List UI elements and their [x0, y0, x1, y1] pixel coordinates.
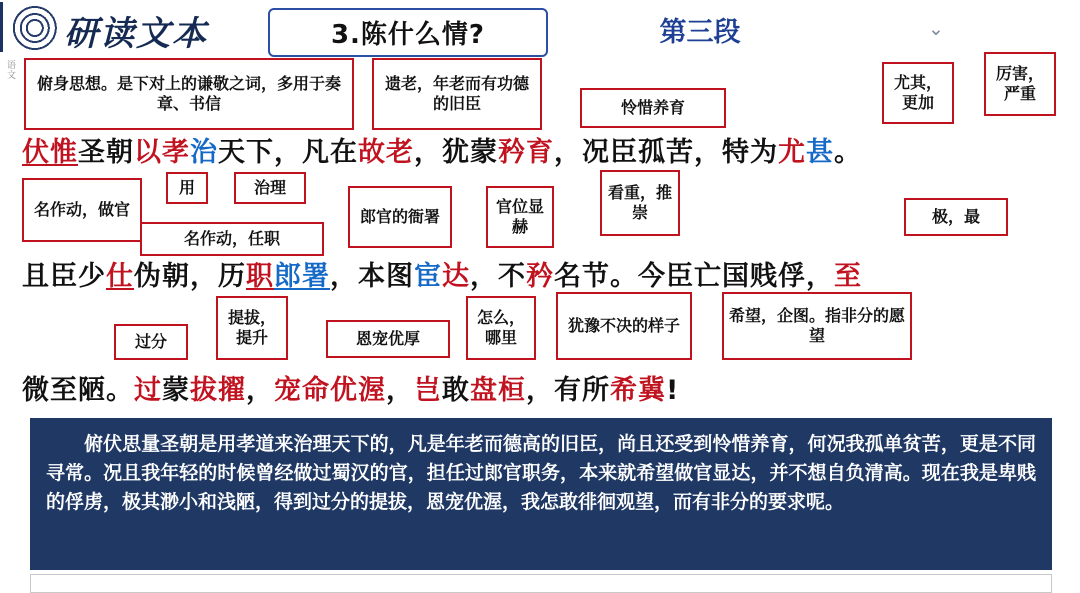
line2-seg-4: 郎署: [274, 261, 330, 292]
line2-seg-7: 达: [442, 261, 470, 292]
note-guofen: 过分: [114, 324, 188, 360]
line2-seg-5: ，本图: [330, 261, 414, 292]
line3-seg-12: !: [666, 375, 680, 406]
note-renzhi: 名作动，任职: [140, 222, 324, 256]
text-line-3: [22, 368, 679, 407]
line3-seg-2: 蒙: [162, 375, 190, 406]
line1-seg-1: 圣朝: [78, 137, 134, 168]
line2-seg-2: 伪朝，历: [134, 261, 246, 292]
logo: [12, 4, 260, 56]
note-guanwei: 官位显赫: [486, 186, 554, 248]
line3-seg-8: 敢: [442, 375, 470, 406]
line1-seg-2: 以孝: [134, 137, 190, 168]
line1-seg-5: 故老: [358, 137, 414, 168]
note-youqi: 尤其，更加: [882, 62, 954, 124]
note-enchong: 恩宠优厚: [326, 320, 450, 358]
line1-seg-10: 甚: [806, 137, 834, 168]
note-zenme: 怎么，哪里: [466, 296, 536, 360]
line2-seg-6: 宦: [414, 261, 442, 292]
section-title: 第三段: [659, 17, 741, 48]
note-mingzuodong: 名作动，做官: [22, 178, 142, 242]
line3-seg-3: 拔擢: [190, 375, 246, 406]
line3-seg-10: ，有所: [526, 375, 610, 406]
note-fushen: 俯身思想。是下对上的谦敬之词，多用于奏章、书信: [24, 58, 354, 130]
line1-seg-4: 天下，凡在: [218, 137, 358, 168]
note-xiwang: 希望，企图。指非分的愿望: [722, 292, 912, 360]
logo-text: 研读文本: [64, 13, 208, 54]
line3-seg-5: 宠命优渥: [274, 375, 386, 406]
line1-seg-6: ，犹蒙: [414, 137, 498, 168]
line1-seg-0: 伏惟: [22, 137, 78, 168]
line2-seg-9: 矜: [526, 261, 554, 292]
line2-seg-8: ，不: [470, 261, 526, 292]
note-langguan: 郎官的衙署: [348, 186, 452, 248]
text-line-1: [22, 130, 862, 169]
note-tiba: 提拔，提升: [216, 296, 288, 360]
slide-title-box: [268, 8, 548, 57]
line3-seg-1: 过: [134, 375, 162, 406]
text-line-2: [22, 254, 862, 293]
line2-seg-0: 且臣少: [22, 261, 106, 292]
note-lihai: 厉害，严重: [984, 52, 1056, 116]
translation-panel: 俯伏思量圣朝是用孝道来治理天下的，凡是年老而德高的旧臣，尚且还受到怜惜养育，何况我孤单贫苦，更是不同寻常。况且我年轻的时候曾经做过蜀汉的官，担任过郎官职务，本来就希望做官显达，并不想自负清高。现在我是卑贱的俘虏，极其渺小和浅陋，得到过分的提拔，恩宠优渥，我怎敢徘徊观望，而有非分的要求呢。: [30, 418, 1052, 570]
line3-seg-7: 岂: [414, 375, 442, 406]
page-title: 3.陈什么情?: [330, 20, 486, 50]
line1-seg-7: 矜育: [498, 137, 554, 168]
line3-seg-9: 盘桓: [470, 375, 526, 406]
mouse-pointer-icon: ⌄: [928, 18, 944, 40]
logo-side-text: 语文: [5, 60, 15, 80]
line3-seg-0: 微至陋。: [22, 375, 134, 406]
line2-seg-1: 仕: [106, 261, 134, 292]
note-lingxi: 怜惜养育: [580, 88, 726, 128]
note-zhili: 治理: [234, 172, 306, 204]
line3-seg-11: 希冀: [610, 375, 666, 406]
line2-seg-3: 职: [246, 261, 274, 292]
note-yong: 用: [166, 172, 208, 204]
note-yilao: 遗老，年老而有功德的旧臣: [372, 58, 542, 130]
note-jizui: 极，最: [904, 198, 1008, 236]
note-kanzhong: 看重，推崇: [600, 170, 680, 236]
line1-seg-11: 。: [834, 137, 862, 168]
note-youyu: 犹豫不决的样子: [556, 292, 692, 360]
line1-seg-9: 尤: [778, 137, 806, 168]
line1-seg-8: ，况臣孤苦，特为: [554, 137, 778, 168]
line3-seg-6: ，: [386, 375, 414, 406]
line3-seg-4: ，: [246, 375, 274, 406]
bottom-bar: [30, 574, 1052, 593]
line2-seg-11: 至: [834, 261, 862, 292]
line2-seg-10: 名节。今臣亡国贱俘，: [554, 261, 834, 292]
line1-seg-3: 治: [190, 137, 218, 168]
